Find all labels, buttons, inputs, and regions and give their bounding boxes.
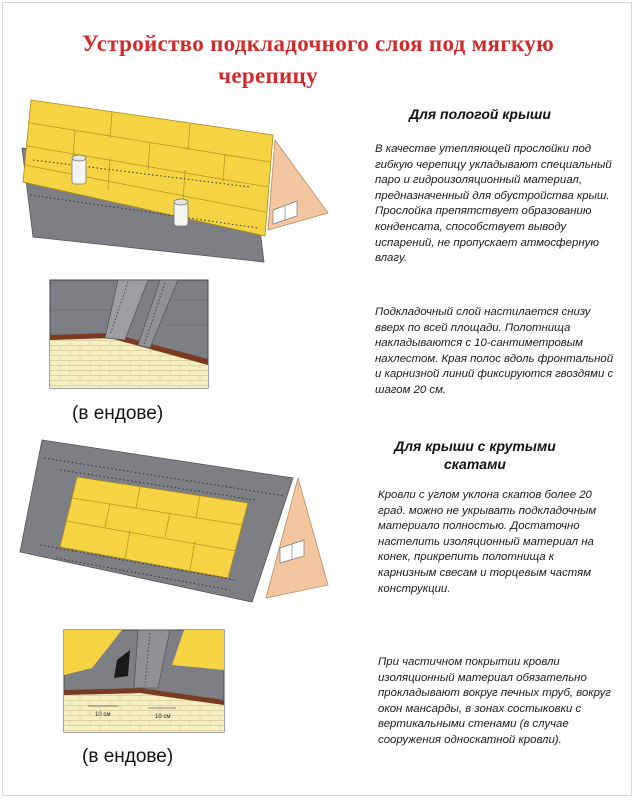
roll-2 bbox=[174, 199, 188, 226]
caption-valley-2: (в ендове) bbox=[82, 746, 174, 767]
paragraph-gentle-1: В качестве утепляющей прослойки под гибкую черепицу укладывают специальный паро и гидроизоляционный материал, предназначенный для обустройства крыш. Прослойка препятствует образованию конденсата, способствует выводу испарений, не пропускает атмосферную влагу. bbox=[375, 143, 612, 265]
title-line-1: Устройство подкладочного слоя под мягкую bbox=[82, 31, 554, 56]
roof-illustration-steep bbox=[20, 440, 328, 602]
heading-gentle-roof: Для пологой крыши bbox=[409, 106, 551, 122]
roll-1 bbox=[72, 155, 86, 184]
paragraph-steep-1: Кровли с углом уклона скатов более 20 град. можно не укрывать подкладочным материало полностью. Достаточно настелить изоляционный материал на конек, прикрепить полотнища к карнизным свесам и торцевым частям конструкции. bbox=[378, 489, 597, 595]
paragraph-gentle-2: Подкладочный слой настилается снизу вверх по всей площади. Полотнища накладываются с 10-сантиметровым нахлестом. Края полос вдоль фронтальной и карнизной линий фиксируются гвоздями с шагом 20 см. bbox=[375, 306, 614, 396]
heading-steep-line-1: Для крыши с крутыми bbox=[394, 438, 556, 454]
heading-steep-roof bbox=[375, 437, 575, 473]
measurement-label-1: 10 см bbox=[95, 712, 111, 718]
valley-detail-1 bbox=[50, 280, 208, 388]
paragraph-steep-2: При частичном покрытии кровли изоляционный материал обязательно прокладывают вокруг печных труб, вокруг окон мансарды, в зонах состыковки с вертикальными стенами (в случае сооружения односкатной кровли). bbox=[378, 656, 611, 746]
heading-steep-line-2: скатами bbox=[444, 456, 506, 472]
roof-illustration-gentle bbox=[22, 100, 328, 262]
measurement-label-2: 10 см bbox=[155, 714, 171, 720]
title-line-2: черепицу bbox=[218, 63, 318, 88]
valley-detail-2 bbox=[64, 630, 224, 732]
caption-valley-1: (в ендове) bbox=[72, 403, 164, 424]
